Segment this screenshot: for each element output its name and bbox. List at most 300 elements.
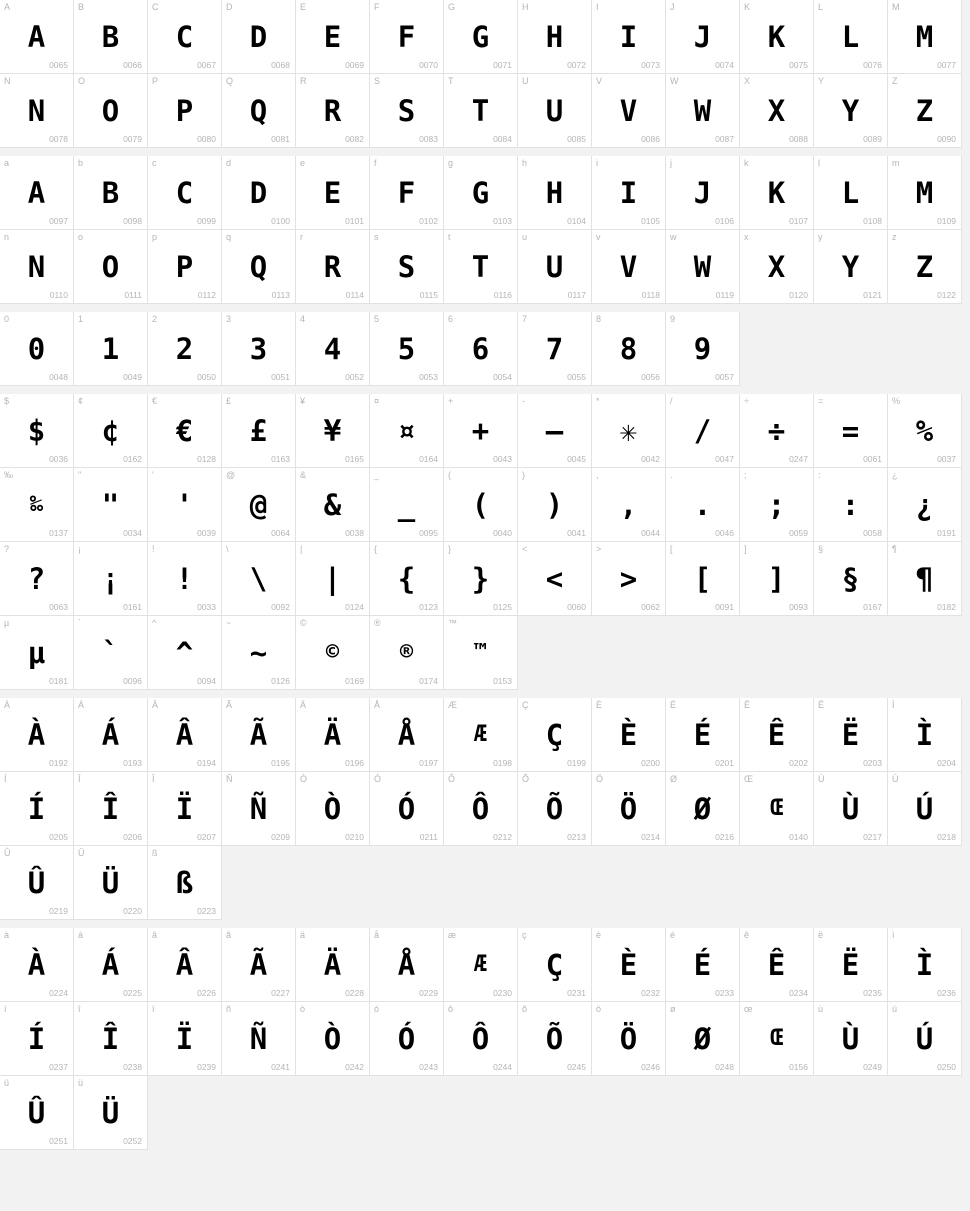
glyph-code: 0206	[123, 832, 142, 842]
glyph-cell[interactable]	[740, 394, 814, 468]
glyph-cell[interactable]	[74, 1002, 148, 1076]
glyph-character: Í	[27, 1021, 46, 1056]
glyph-character: V	[619, 93, 638, 128]
glyph-cell[interactable]	[814, 74, 888, 148]
glyph-cell[interactable]	[888, 1002, 962, 1076]
glyph-cell[interactable]	[666, 928, 740, 1002]
glyph-code: 0251	[49, 1136, 68, 1146]
glyph-code: 0119	[715, 290, 734, 300]
glyph-cell[interactable]	[296, 928, 370, 1002]
glyph-cell[interactable]	[814, 1002, 888, 1076]
glyph-cell[interactable]	[370, 468, 444, 542]
glyph-cell[interactable]	[370, 230, 444, 304]
glyph-code: 0042	[641, 454, 660, 464]
glyph-character: Q	[249, 93, 268, 128]
glyph-character: [	[693, 561, 712, 596]
glyph-character: <	[545, 561, 564, 596]
glyph-cell[interactable]	[740, 0, 814, 74]
glyph-character: _	[397, 487, 416, 522]
glyph-cell[interactable]	[74, 74, 148, 148]
glyph-code: 0038	[345, 528, 364, 538]
glyph-character: Ç	[545, 947, 564, 982]
glyph-cell[interactable]	[296, 1002, 370, 1076]
glyph-cell[interactable]	[518, 468, 592, 542]
glyph-cell[interactable]	[740, 772, 814, 846]
glyph-code: 0114	[345, 290, 364, 300]
glyph-cell[interactable]	[814, 394, 888, 468]
glyph-cell[interactable]	[148, 1002, 222, 1076]
glyph-label: a	[4, 158, 10, 168]
glyph-cell[interactable]	[518, 156, 592, 230]
glyph-cell[interactable]	[74, 928, 148, 1002]
glyph-cell[interactable]	[592, 542, 666, 616]
glyph-cell[interactable]	[888, 698, 962, 772]
glyph-code: 0231	[567, 988, 586, 998]
glyph-label: ó	[374, 1004, 380, 1014]
glyph-character: R	[323, 249, 342, 284]
glyph-cell[interactable]	[74, 698, 148, 772]
glyph-cell[interactable]	[740, 156, 814, 230]
glyph-cell[interactable]	[740, 74, 814, 148]
glyph-cell[interactable]	[814, 928, 888, 1002]
glyph-cell[interactable]	[518, 772, 592, 846]
glyph-character: W	[693, 249, 712, 284]
glyph-character: \	[249, 561, 268, 596]
glyph-code: 0126	[271, 676, 290, 686]
glyph-cell[interactable]	[296, 394, 370, 468]
glyph-cell[interactable]	[222, 0, 296, 74]
glyph-cell-empty	[518, 846, 592, 920]
glyph-cell[interactable]	[296, 230, 370, 304]
glyph-character: +	[471, 413, 490, 448]
glyph-code: 0033	[197, 602, 216, 612]
glyph-cell[interactable]	[370, 1002, 444, 1076]
glyph-code: 0097	[49, 216, 68, 226]
glyph-cell[interactable]	[518, 0, 592, 74]
glyph-cell[interactable]	[888, 928, 962, 1002]
glyph-label: X	[744, 76, 751, 86]
glyph-cell[interactable]	[888, 230, 962, 304]
glyph-cell[interactable]	[0, 846, 74, 920]
glyph-cell[interactable]	[148, 698, 222, 772]
glyph-character: .	[693, 487, 712, 522]
glyph-cell[interactable]	[74, 0, 148, 74]
glyph-label: $	[4, 396, 10, 406]
glyph-cell[interactable]	[666, 772, 740, 846]
glyph-block-accented-uppercase	[0, 698, 970, 920]
glyph-cell[interactable]	[148, 616, 222, 690]
glyph-cell[interactable]	[296, 0, 370, 74]
glyph-cell[interactable]	[0, 1002, 74, 1076]
glyph-code: 0245	[567, 1062, 586, 1072]
glyph-cell[interactable]	[444, 542, 518, 616]
glyph-cell[interactable]	[666, 698, 740, 772]
glyph-cell[interactable]	[592, 312, 666, 386]
glyph-label: b	[78, 158, 84, 168]
glyph-character: @	[249, 487, 268, 522]
glyph-character: Î	[101, 791, 120, 826]
glyph-cell[interactable]	[74, 394, 148, 468]
glyph-cell[interactable]	[74, 616, 148, 690]
glyph-character: E	[323, 175, 342, 210]
glyph-character: Å	[397, 947, 416, 982]
glyph-cell[interactable]	[0, 156, 74, 230]
glyph-cell[interactable]	[592, 468, 666, 542]
glyph-label: Z	[892, 76, 898, 86]
glyph-code: 0252	[123, 1136, 142, 1146]
glyph-cell[interactable]	[0, 0, 74, 74]
glyph-cell[interactable]	[666, 542, 740, 616]
glyph-cell[interactable]	[592, 928, 666, 1002]
glyph-cell[interactable]	[296, 468, 370, 542]
glyph-character: N	[27, 249, 46, 284]
glyph-cell[interactable]	[370, 772, 444, 846]
glyph-cell[interactable]	[444, 74, 518, 148]
glyph-label: €	[152, 396, 158, 406]
glyph-cell[interactable]	[148, 772, 222, 846]
glyph-cell[interactable]	[814, 468, 888, 542]
glyph-code: 0213	[567, 832, 586, 842]
glyph-cell[interactable]	[888, 468, 962, 542]
glyph-cell[interactable]	[370, 394, 444, 468]
glyph-cell[interactable]	[148, 156, 222, 230]
glyph-cell[interactable]	[592, 230, 666, 304]
glyph-character: Ã	[249, 947, 268, 982]
glyph-cell[interactable]	[592, 0, 666, 74]
glyph-code: 0112	[197, 290, 216, 300]
glyph-code: 0219	[49, 906, 68, 916]
glyph-character: ¤	[397, 413, 416, 448]
glyph-label: y	[818, 232, 823, 242]
glyph-cell[interactable]	[74, 312, 148, 386]
glyph-cell[interactable]	[814, 156, 888, 230]
glyph-cell[interactable]	[888, 74, 962, 148]
glyph-label: Î	[78, 774, 81, 784]
glyph-character: Â	[175, 717, 194, 752]
glyph-cell[interactable]	[148, 74, 222, 148]
glyph-label: W	[670, 76, 679, 86]
glyph-cell[interactable]	[740, 1002, 814, 1076]
glyph-label: À	[4, 700, 11, 710]
glyph-cell[interactable]	[148, 468, 222, 542]
glyph-cell[interactable]	[592, 772, 666, 846]
glyph-cell[interactable]	[814, 0, 888, 74]
glyph-cell[interactable]	[148, 542, 222, 616]
glyph-cell-empty	[592, 616, 666, 690]
glyph-code: 0203	[863, 758, 882, 768]
glyph-character: O	[101, 93, 120, 128]
glyph-cell[interactable]	[666, 468, 740, 542]
glyph-code: 0162	[123, 454, 142, 464]
glyph-cell[interactable]	[74, 1076, 148, 1150]
glyph-row	[0, 542, 970, 616]
glyph-character: ]	[767, 561, 786, 596]
glyph-cell[interactable]	[518, 230, 592, 304]
glyph-character: Ù	[841, 1021, 860, 1056]
glyph-cell[interactable]	[740, 230, 814, 304]
glyph-cell[interactable]	[296, 698, 370, 772]
glyph-code: 0237	[49, 1062, 68, 1072]
glyph-cell[interactable]	[222, 1002, 296, 1076]
glyph-label: v	[596, 232, 601, 242]
glyph-character: ©	[325, 639, 340, 665]
glyph-cell[interactable]	[0, 1076, 74, 1150]
glyph-cell[interactable]	[814, 542, 888, 616]
glyph-cell[interactable]	[74, 468, 148, 542]
glyph-cell[interactable]	[74, 772, 148, 846]
glyph-character: Ú	[915, 1021, 934, 1056]
glyph-cell[interactable]	[222, 772, 296, 846]
glyph-character: ß	[175, 865, 194, 900]
glyph-cell[interactable]	[888, 156, 962, 230]
glyph-code: 0047	[715, 454, 734, 464]
glyph-code: 0120	[789, 290, 808, 300]
glyph-character: Á	[101, 717, 120, 752]
glyph-cell[interactable]	[444, 928, 518, 1002]
glyph-code: 0118	[641, 290, 660, 300]
glyph-cell[interactable]	[518, 1002, 592, 1076]
glyph-cell[interactable]	[370, 74, 444, 148]
glyph-label: ¥	[300, 396, 306, 406]
glyph-label: i	[596, 158, 598, 168]
glyph-cell[interactable]	[222, 312, 296, 386]
glyph-character: Z	[915, 249, 934, 284]
glyph-character: Ê	[767, 717, 786, 752]
glyph-cell[interactable]	[0, 394, 74, 468]
glyph-character: Ì	[915, 947, 934, 982]
glyph-code: 0153	[493, 676, 512, 686]
glyph-label: â	[152, 930, 158, 940]
glyph-character: Z	[915, 93, 934, 128]
glyph-cell[interactable]	[444, 230, 518, 304]
glyph-cell[interactable]	[222, 156, 296, 230]
glyph-cell[interactable]	[370, 542, 444, 616]
glyph-cell[interactable]	[148, 0, 222, 74]
glyph-character: |	[323, 561, 342, 596]
glyph-cell[interactable]	[444, 0, 518, 74]
glyph-code: 0207	[197, 832, 216, 842]
glyph-cell[interactable]	[222, 928, 296, 1002]
glyph-cell[interactable]	[296, 156, 370, 230]
glyph-code: 0108	[863, 216, 882, 226]
glyph-cell[interactable]	[148, 846, 222, 920]
glyph-cell[interactable]	[148, 928, 222, 1002]
glyph-code: 0036	[49, 454, 68, 464]
glyph-character: %	[915, 413, 934, 448]
glyph-character: Ê	[767, 947, 786, 982]
glyph-cell[interactable]	[518, 542, 592, 616]
glyph-label: ò	[300, 1004, 306, 1014]
glyph-cell[interactable]	[592, 74, 666, 148]
glyph-character: M	[915, 175, 934, 210]
glyph-cell[interactable]	[0, 468, 74, 542]
glyph-cell[interactable]	[518, 698, 592, 772]
glyph-label: Å	[374, 700, 381, 710]
glyph-character: ¶	[915, 561, 934, 596]
glyph-cell[interactable]	[370, 928, 444, 1002]
glyph-cell[interactable]	[222, 230, 296, 304]
glyph-cell[interactable]	[296, 616, 370, 690]
glyph-label: Ò	[300, 774, 308, 784]
glyph-character: {	[397, 561, 416, 596]
glyph-cell[interactable]	[444, 616, 518, 690]
glyph-cell[interactable]	[740, 542, 814, 616]
glyph-code: 0164	[419, 454, 438, 464]
glyph-cell[interactable]	[0, 230, 74, 304]
glyph-character: Ú	[915, 791, 934, 826]
glyph-code: 0068	[271, 60, 290, 70]
glyph-cell-empty	[666, 1076, 740, 1150]
glyph-code: 0086	[641, 134, 660, 144]
glyph-code: 0239	[197, 1062, 216, 1072]
glyph-character: D	[249, 175, 268, 210]
glyph-character: Ô	[471, 791, 490, 826]
glyph-cell[interactable]	[666, 312, 740, 386]
glyph-cell[interactable]	[888, 394, 962, 468]
glyph-cell[interactable]	[0, 616, 74, 690]
glyph-cell[interactable]	[888, 542, 962, 616]
glyph-cell[interactable]	[222, 542, 296, 616]
glyph-cell-empty	[666, 616, 740, 690]
glyph-cell[interactable]	[444, 394, 518, 468]
glyph-cell[interactable]	[666, 1002, 740, 1076]
glyph-character: 5	[397, 331, 416, 366]
glyph-code: 0242	[345, 1062, 364, 1072]
glyph-cell[interactable]	[814, 698, 888, 772]
glyph-code: 0230	[493, 988, 512, 998]
glyph-cell[interactable]	[370, 698, 444, 772]
glyph-code: 0140	[789, 832, 808, 842]
glyph-code: 0098	[123, 216, 142, 226]
glyph-label: Ô	[448, 774, 456, 784]
glyph-character: C	[175, 175, 194, 210]
glyph-character: €	[175, 413, 194, 448]
glyph-code: 0201	[715, 758, 734, 768]
glyph-cell[interactable]	[0, 74, 74, 148]
glyph-character: 1	[101, 331, 120, 366]
glyph-cell[interactable]	[0, 698, 74, 772]
glyph-cell[interactable]	[740, 468, 814, 542]
glyph-cell[interactable]	[666, 0, 740, 74]
glyph-code: 0211	[419, 832, 438, 842]
glyph-cell[interactable]	[814, 230, 888, 304]
glyph-cell[interactable]	[148, 394, 222, 468]
glyph-code: 0101	[345, 216, 364, 226]
glyph-cell[interactable]	[592, 156, 666, 230]
glyph-cell[interactable]	[888, 0, 962, 74]
glyph-code: 0209	[271, 832, 290, 842]
glyph-cell[interactable]	[74, 156, 148, 230]
glyph-cell[interactable]	[74, 230, 148, 304]
glyph-cell[interactable]	[740, 698, 814, 772]
glyph-cell[interactable]	[370, 616, 444, 690]
glyph-cell[interactable]	[444, 468, 518, 542]
glyph-cell[interactable]	[814, 772, 888, 846]
glyph-label: )	[522, 470, 525, 480]
glyph-character: Ô	[471, 1021, 490, 1056]
glyph-cell[interactable]	[666, 156, 740, 230]
glyph-label: [	[670, 544, 673, 554]
glyph-cell[interactable]	[0, 772, 74, 846]
glyph-character: Ø	[693, 791, 712, 826]
glyph-cell[interactable]	[518, 74, 592, 148]
glyph-character: À	[27, 947, 46, 982]
glyph-cell[interactable]	[370, 312, 444, 386]
glyph-cell[interactable]	[592, 394, 666, 468]
glyph-cell[interactable]	[518, 394, 592, 468]
glyph-label: g	[448, 158, 454, 168]
glyph-cell[interactable]	[296, 74, 370, 148]
glyph-cell[interactable]	[888, 772, 962, 846]
glyph-code: 0121	[863, 290, 882, 300]
glyph-character: /	[693, 413, 712, 448]
glyph-cell[interactable]	[0, 928, 74, 1002]
glyph-label: û	[4, 1078, 10, 1088]
glyph-cell[interactable]	[444, 698, 518, 772]
glyph-cell[interactable]	[444, 1002, 518, 1076]
glyph-cell[interactable]	[222, 394, 296, 468]
glyph-code: 0210	[345, 832, 364, 842]
glyph-cell[interactable]	[296, 312, 370, 386]
glyph-code: 0182	[937, 602, 956, 612]
glyph-cell[interactable]	[74, 542, 148, 616]
glyph-code: 0174	[419, 676, 438, 686]
glyph-cell[interactable]	[518, 312, 592, 386]
glyph-character: Ò	[323, 1021, 342, 1056]
glyph-code: 0122	[937, 290, 956, 300]
glyph-label: U	[522, 76, 529, 86]
glyph-cell[interactable]	[0, 312, 74, 386]
glyph-cell[interactable]	[296, 772, 370, 846]
glyph-character: D	[249, 19, 268, 54]
glyph-code: 0195	[271, 758, 290, 768]
glyph-cell[interactable]	[666, 394, 740, 468]
glyph-code: 0037	[937, 454, 956, 464]
glyph-cell[interactable]	[222, 698, 296, 772]
glyph-cell[interactable]	[148, 230, 222, 304]
glyph-code: 0089	[863, 134, 882, 144]
glyph-character: ~	[249, 635, 268, 670]
glyph-cell[interactable]	[74, 846, 148, 920]
glyph-cell[interactable]	[740, 928, 814, 1002]
glyph-cell[interactable]	[592, 698, 666, 772]
glyph-cell[interactable]	[666, 230, 740, 304]
glyph-cell[interactable]	[444, 772, 518, 846]
glyph-label: ä	[300, 930, 306, 940]
glyph-character: Î	[101, 1021, 120, 1056]
glyph-cell[interactable]	[592, 1002, 666, 1076]
glyph-cell[interactable]	[148, 312, 222, 386]
glyph-character: Ö	[619, 791, 638, 826]
glyph-cell[interactable]	[0, 542, 74, 616]
glyph-character: Ì	[915, 717, 934, 752]
glyph-cell[interactable]	[222, 616, 296, 690]
glyph-character: H	[545, 19, 564, 54]
glyph-character: ®	[399, 639, 414, 665]
glyph-cell[interactable]	[222, 468, 296, 542]
glyph-cell[interactable]	[222, 74, 296, 148]
glyph-cell[interactable]	[666, 74, 740, 148]
glyph-cell[interactable]	[296, 542, 370, 616]
glyph-code: 0248	[715, 1062, 734, 1072]
glyph-label: Ó	[374, 774, 382, 784]
glyph-cell[interactable]	[370, 156, 444, 230]
glyph-cell[interactable]	[518, 928, 592, 1002]
glyph-cell[interactable]	[370, 0, 444, 74]
glyph-label: µ	[4, 618, 10, 628]
glyph-cell[interactable]	[444, 156, 518, 230]
glyph-cell[interactable]	[444, 312, 518, 386]
